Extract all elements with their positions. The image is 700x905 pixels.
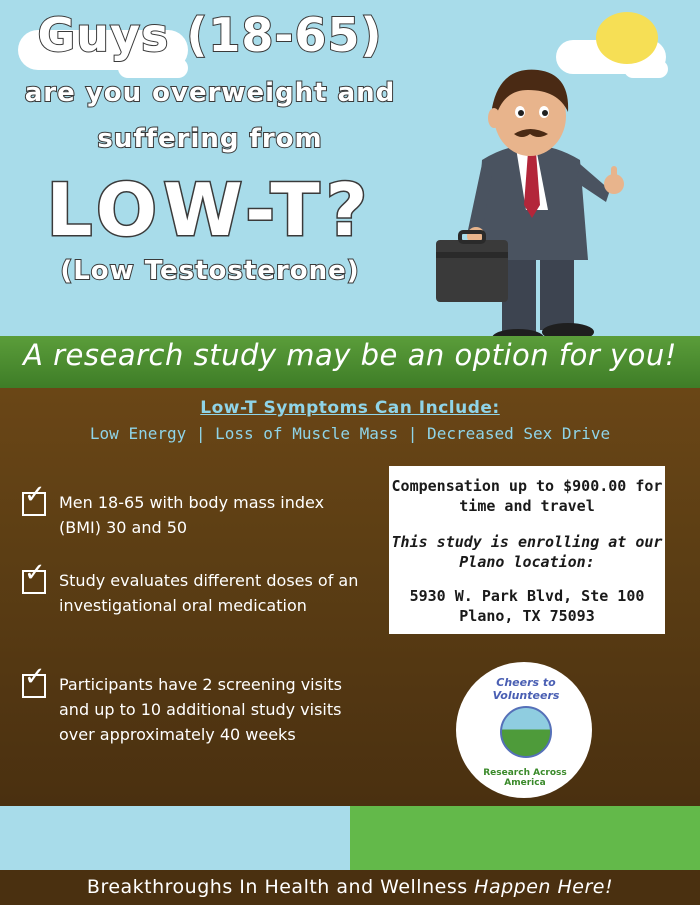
symptoms-list: Low Energy | Loss of Muscle Mass | Decreased Sex Drive — [89, 424, 611, 443]
sun-icon — [596, 12, 658, 64]
enrolling-text: This study is enrolling at our Plano location: — [391, 533, 663, 571]
footer-main: Breakthroughs In Health and Wellness — [86, 876, 468, 898]
compensation-text: Compensation up to $900.00 for time and travel — [391, 477, 663, 515]
checkmark-icon: ✓ — [24, 558, 46, 588]
footer-band-green — [350, 806, 700, 870]
headline-low-testosterone: (Low Testosterone) — [60, 256, 360, 286]
address-text — [389, 586, 665, 626]
headline-suffering: suffering from — [97, 124, 323, 154]
headline-overweight: are you overweight and — [24, 78, 396, 108]
logo-bottom-text: Research Across America — [483, 768, 567, 788]
criteria-text: Study evaluates different doses of an investigational oral medication — [59, 571, 359, 615]
headline-guys: Guys (18-65) — [37, 8, 383, 62]
checkmark-icon: ✓ — [24, 662, 46, 692]
footer-emphasis: Happen Here! — [474, 876, 614, 898]
address-line2: Plano, TX 75093 — [459, 607, 595, 625]
businessman-illustration — [430, 60, 640, 350]
logo-landscape-icon — [500, 706, 552, 758]
checkmark-icon: ✓ — [24, 480, 46, 510]
compensation-box — [389, 466, 665, 634]
criteria-text: Participants have 2 screening visits and up to 10 additional study visits over approximately 40 weeks — [59, 675, 342, 744]
criteria-text: Men 18-65 with body mass index (BMI) 30 and 50 — [59, 493, 325, 537]
logo-top-text: Cheers to Volunteers — [492, 676, 560, 702]
headline-low-t: LOW-T? — [46, 168, 374, 252]
symptoms-title: Low-T Symptoms Can Include: — [200, 398, 500, 418]
footer-text — [0, 876, 700, 898]
footer-band-blue — [0, 806, 350, 870]
address-line1: 5930 W. Park Blvd, Ste 100 — [409, 587, 645, 605]
tagline: A research study may be an option for you! — [23, 338, 677, 372]
